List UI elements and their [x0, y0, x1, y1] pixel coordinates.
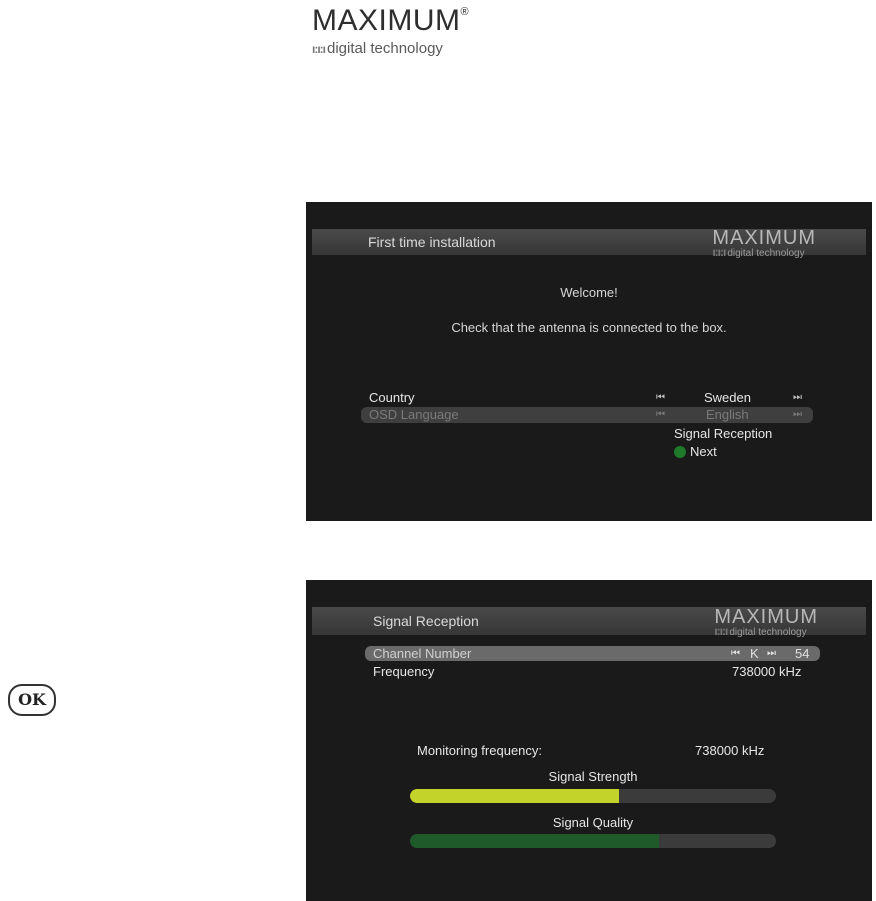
next-button[interactable]: Next — [690, 444, 717, 459]
frequency-value: 738000 kHz — [732, 664, 802, 679]
monitoring-value: 738000 kHz — [695, 743, 765, 758]
monitoring-label: Monitoring frequency: — [417, 743, 543, 758]
channel-number-row[interactable] — [365, 646, 820, 661]
title-bar — [312, 606, 866, 638]
next-icon[interactable]: ⏭ — [767, 648, 775, 659]
frequency-label: Frequency — [373, 664, 435, 679]
title-bar — [312, 227, 866, 259]
mini-logo: MAXIMUM ı:ı:ı digital technology — [712, 227, 816, 259]
first-installation-screen — [306, 202, 872, 521]
signal-strength-fill — [410, 789, 619, 803]
green-button-icon — [674, 446, 686, 458]
instruction-text: Check that the antenna is connected to the box. — [451, 320, 727, 335]
signal-quality-bar — [410, 834, 776, 848]
signal-quality-fill — [410, 834, 659, 848]
next-icon[interactable]: ⏭ — [793, 392, 801, 403]
prev-icon[interactable]: ⏮ — [731, 648, 739, 659]
osd-language-value: English — [706, 407, 749, 422]
osd-language-label: OSD Language — [369, 407, 459, 422]
signal-quality-label: Signal Quality — [552, 815, 634, 830]
screen-title: Signal Reception — [373, 613, 479, 629]
welcome-text: Welcome! — [560, 285, 618, 300]
screen-title: First time installation — [368, 234, 496, 250]
signal-reception-link[interactable]: Signal Reception — [674, 426, 773, 441]
next-icon[interactable]: ⏭ — [793, 409, 801, 420]
country-label: Country — [369, 390, 415, 405]
channel-prefix: K — [750, 646, 759, 661]
brand-logo — [308, 4, 508, 60]
osd-language-row[interactable] — [361, 407, 813, 423]
channel-number-value: 54 — [795, 646, 810, 661]
signal-strength-bar — [410, 789, 776, 803]
prev-icon[interactable]: ⏮ — [656, 392, 664, 403]
signal-reception-screen — [306, 580, 872, 901]
prev-icon[interactable]: ⏮ — [656, 409, 664, 420]
channel-number-label: Channel Number — [373, 646, 472, 661]
brand-name: MAXIMUM® — [312, 4, 470, 37]
country-value: Sweden — [704, 390, 751, 405]
signal-strength-label: Signal Strength — [548, 769, 638, 784]
mini-logo: MAXIMUM ı:ı:ı digital technology — [714, 606, 818, 638]
ok-button[interactable]: OK — [8, 684, 56, 716]
brand-tagline: ı:ı:ı digital technology — [312, 40, 443, 57]
